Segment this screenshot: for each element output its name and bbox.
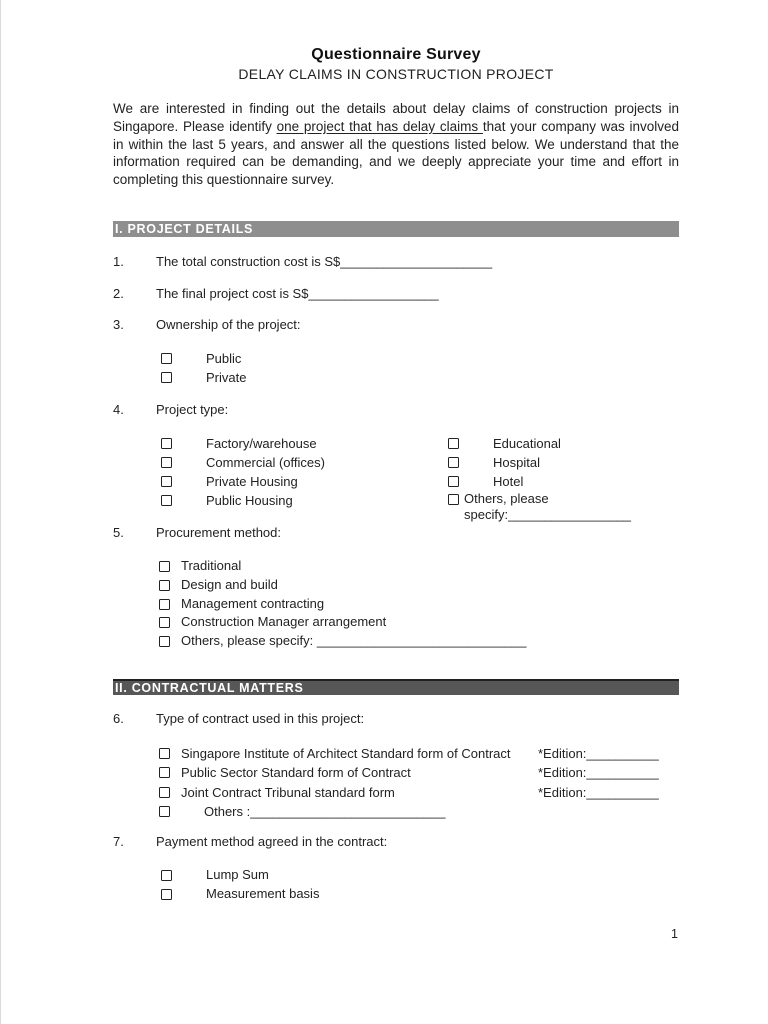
question-number: 5.: [113, 524, 124, 540]
question-4-right-column: [448, 434, 679, 523]
checkbox-icon: [161, 372, 172, 383]
checkbox-option: [161, 349, 679, 368]
question-3: [113, 317, 679, 332]
checkbox-option: [161, 491, 448, 510]
question-text: [156, 254, 492, 269]
question-4-left-column: [161, 434, 448, 523]
checkbox-label: Management contracting: [181, 595, 325, 611]
question-number: 1.: [113, 253, 124, 269]
intro-text-continued: that your company was involved in within the last 5 years, and answer all the questions listed below. We understand that the information required can be demanding, and we deeply appreciate your time and effort in completing this questionnaire survey.: [113, 118, 679, 188]
checkbox-option: [161, 368, 679, 387]
checkbox-label: Singapore Institute of Architect Standard form of Contract: [181, 745, 511, 761]
question-text: [156, 286, 439, 301]
checkbox-option: [159, 613, 679, 632]
checkbox-label: Hotel: [493, 473, 524, 489]
checkbox-label: Private Housing: [206, 473, 298, 489]
checkbox-icon: [159, 787, 170, 798]
question-number: 2.: [113, 285, 124, 301]
checkbox-option: [159, 595, 679, 614]
question-2: [113, 286, 679, 301]
checkbox-icon: [448, 494, 459, 505]
fill-in-blank: __________: [586, 745, 659, 761]
checkbox-icon: [161, 353, 172, 364]
fill-in-blank: ___________________________: [250, 803, 446, 819]
question-4-options: [113, 434, 679, 523]
checkbox-label: Factory/warehouse: [206, 435, 317, 451]
checkbox-option: [159, 576, 679, 595]
checkbox-label: Traditional: [181, 557, 242, 573]
edition-label: *Edition:: [538, 784, 587, 800]
question-7-label: Payment method agreed in the contract:: [156, 834, 388, 850]
question-6-options: [159, 744, 679, 821]
question-number: 3.: [113, 316, 124, 332]
question-6: [113, 711, 679, 726]
checkbox-option: [448, 453, 679, 472]
question-5-label: Procurement method:: [156, 524, 282, 540]
checkbox-option: [159, 557, 679, 576]
fill-in-blank: __________: [586, 784, 659, 800]
question-1: [113, 254, 679, 269]
checkbox-icon: [159, 806, 170, 817]
checkbox-option: [159, 763, 679, 782]
question-5: [113, 525, 679, 540]
others-label: Others, please specify:: [181, 633, 317, 649]
page-number: 1: [671, 927, 678, 941]
question-5-options: [159, 557, 679, 651]
checkbox-icon: [161, 438, 172, 449]
question-7-options: [161, 866, 679, 904]
checkbox-icon: [159, 748, 170, 759]
checkbox-option: [161, 866, 679, 885]
checkbox-label: Design and build: [181, 576, 278, 592]
checkbox-label: Lump Sum: [206, 867, 269, 883]
checkbox-icon: [159, 617, 170, 628]
checkbox-label: Joint Contract Tribunal standard form: [181, 784, 395, 800]
checkbox-option: [159, 783, 679, 802]
checkbox-label: Construction Manager arrangement: [181, 614, 387, 630]
question-number: 7.: [113, 834, 124, 850]
section-header-project-details: I. PROJECT DETAILS: [113, 221, 679, 237]
fill-in-blank: _____________________________: [316, 633, 527, 649]
question-number: 6.: [113, 710, 124, 726]
checkbox-option: [161, 453, 448, 472]
checkbox-label: Commercial (offices): [206, 454, 325, 470]
checkbox-icon: [448, 457, 459, 468]
checkbox-icon: [161, 457, 172, 468]
checkbox-label: [204, 802, 445, 821]
question-6-label: Type of contract used in this project:: [156, 710, 365, 726]
checkbox-icon: [159, 767, 170, 778]
question-number: 4.: [113, 401, 124, 417]
question-3-options: [161, 349, 679, 387]
checkbox-icon: [448, 476, 459, 487]
checkbox-option: [448, 434, 679, 453]
fill-in-blank: __________: [586, 765, 659, 781]
others-label: Others :: [204, 803, 251, 819]
checkbox-icon: [159, 599, 170, 610]
checkbox-option-others: [159, 632, 679, 651]
checkbox-option: [159, 744, 679, 763]
checkbox-icon: [159, 636, 170, 647]
question-2-label: The final project cost is S$: [156, 285, 309, 301]
doc-title: Questionnaire Survey: [311, 46, 481, 63]
question-3-label: Ownership of the project:: [156, 316, 301, 332]
fill-in-blank: __________________: [308, 285, 439, 301]
intro-paragraph: [113, 100, 679, 189]
section-header-contractual-matters: II. CONTRACTUAL MATTERS: [113, 679, 679, 695]
checkbox-option: [448, 472, 679, 491]
checkbox-icon: [448, 438, 459, 449]
fill-in-blank: _________________: [508, 506, 631, 522]
page-content: [113, 0, 679, 904]
checkbox-option: [161, 434, 448, 453]
checkbox-icon: [159, 561, 170, 572]
edition-field: [538, 783, 659, 802]
checkbox-icon: [159, 580, 170, 591]
edition-field: [538, 763, 659, 782]
checkbox-option-others: [159, 802, 679, 821]
checkbox-label: Private: [206, 369, 247, 385]
checkbox-label: Public Sector Standard form of Contract: [181, 765, 411, 781]
others-label-line2: specify:: [464, 506, 509, 522]
edition-label: *Edition:: [538, 745, 587, 761]
checkbox-label: Public: [206, 350, 242, 366]
checkbox-label: Educational: [493, 435, 561, 451]
checkbox-label: Measurement basis: [206, 885, 320, 901]
intro-text: We are interested in finding out the details about delay claims of construction projects in Singapore. Please identify: [113, 101, 679, 134]
checkbox-label: Public Housing: [206, 492, 293, 508]
checkbox-icon: [161, 889, 172, 900]
question-7: [113, 834, 679, 849]
doc-subtitle: DELAY CLAIMS IN CONSTRUCTION PROJECT: [238, 66, 554, 82]
intro-underlined-phrase: one project that has delay claims: [276, 118, 483, 134]
edition-field: [538, 744, 659, 763]
checkbox-icon: [161, 495, 172, 506]
question-1-label: The total construction cost is S$: [156, 253, 341, 269]
checkbox-option: [161, 472, 448, 491]
checkbox-label: [464, 491, 631, 523]
checkbox-icon: [161, 870, 172, 881]
question-4: [113, 402, 679, 417]
checkbox-option-others: [448, 491, 679, 523]
checkbox-label: Hospital: [493, 454, 540, 470]
question-4-label: Project type:: [156, 401, 229, 417]
edition-label: *Edition:: [538, 765, 587, 781]
fill-in-blank: _____________________: [340, 253, 493, 269]
checkbox-label: [181, 632, 527, 651]
checkbox-option: [161, 885, 679, 904]
checkbox-icon: [161, 476, 172, 487]
others-label-line1: Others, please: [464, 490, 549, 506]
